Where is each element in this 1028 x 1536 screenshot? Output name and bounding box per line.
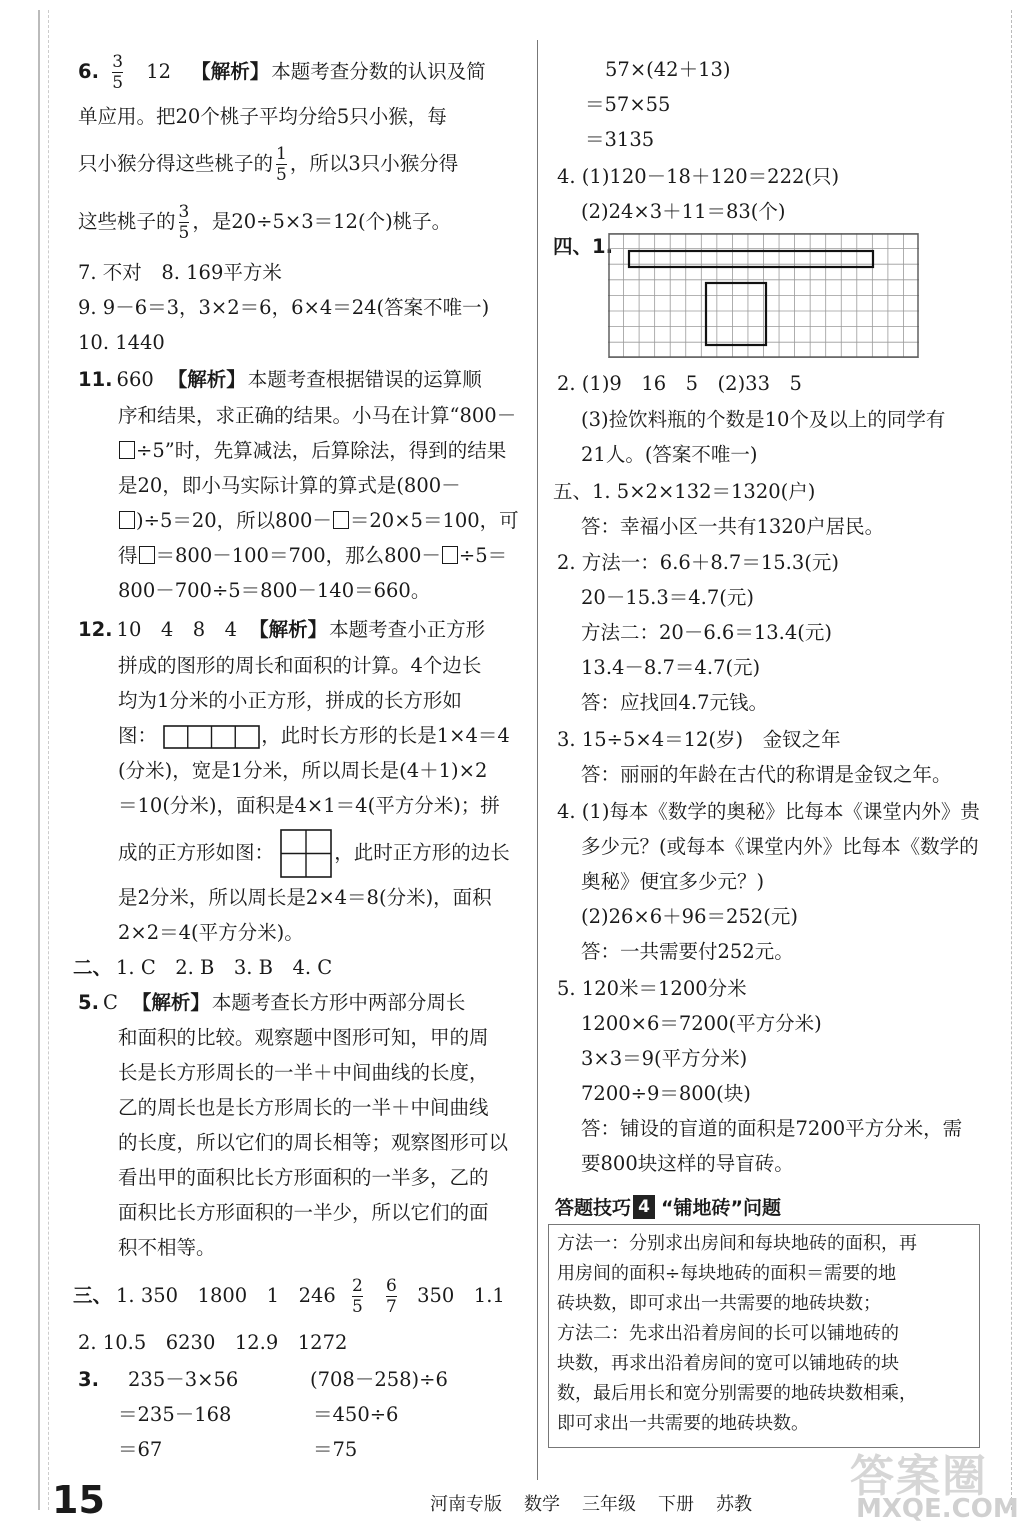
calc2-line1: (708－258)÷6 bbox=[310, 1368, 448, 1391]
q4-part2: (2)24×3＋11＝83(个) bbox=[581, 200, 786, 223]
q11-line7: 800－700÷5＝800－140＝660。 bbox=[118, 579, 431, 602]
square-figure bbox=[280, 829, 334, 879]
s5-q1-line2: 答：幸福小区一共有1320户居民。 bbox=[581, 515, 885, 538]
q11-line1: 11. 660 【解析】 本题考查根据错误的运算顺 bbox=[78, 368, 482, 391]
q5-line6: 看出甲的面积比长方形面积的一半多，乙的 bbox=[118, 1166, 489, 1189]
q12-line4: 图： ，此时长方形的长是1×4＝4 bbox=[118, 722, 510, 750]
q11-line6: 得 ＝800－100＝700，那么800－ ÷5＝ bbox=[118, 544, 508, 567]
s5-q4-line4: (2)26×6＋96＝252(元) bbox=[581, 905, 798, 928]
s5-q4-line2: 多少元？(或每本《课堂内外》比每本《数学的 bbox=[581, 835, 979, 858]
watermark-logo: 答案圈 bbox=[850, 1451, 988, 1502]
page-number: 15 bbox=[52, 1478, 105, 1522]
tip-line: 数，最后用长和宽分别需要的地砖块数相乘， bbox=[557, 1383, 917, 1404]
q5-line8: 积不相等。 bbox=[118, 1236, 216, 1259]
q12-line1: 12. 10 4 8 4 【解析】 本题考查小正方形 bbox=[78, 618, 486, 641]
tip-box bbox=[548, 1224, 980, 1448]
q5-line1: 5. C 【解析】 本题考查长方形中两部分周长 bbox=[78, 991, 466, 1014]
s5-q2-line2: 20－15.3＝4.7(元) bbox=[581, 586, 754, 609]
s5-q5-line2: 1200×6＝7200(平方分米) bbox=[581, 1012, 822, 1035]
s5-q5-line1: 5. 120米＝1200分米 bbox=[557, 977, 747, 1000]
s5-q3-line2: 答：丽丽的年龄在古代的称谓是金钗之年。 bbox=[581, 763, 952, 786]
fraction: $\frac{3}{5}$ bbox=[178, 202, 190, 243]
section4-label: 四、1. bbox=[553, 235, 613, 258]
q12-line2: 拼成的图形的周长和面积的计算。4个边长 bbox=[118, 654, 482, 677]
blank-box bbox=[119, 511, 135, 529]
tip-line: 方法一：分别求出房间和每块地砖的面积，再 bbox=[557, 1233, 917, 1254]
s5-q2-line4: 13.4－8.7＝4.7(元) bbox=[581, 656, 761, 679]
q4-part1: 4. (1)120－18＋120＝222(只) bbox=[557, 165, 840, 188]
page-edge-left bbox=[38, 10, 49, 1510]
s5-q2-line3: 方法二：20－6.6＝13.4(元) bbox=[581, 621, 832, 644]
calc-line3: ＝3135 bbox=[585, 128, 655, 151]
fraction: $\frac{2}{5}$ bbox=[352, 1276, 363, 1317]
tip-line: 用房间的面积÷每块地砖的面积＝需要的地 bbox=[557, 1263, 897, 1284]
q5-line2: 和面积的比较。观察题中图形可知，甲的周 bbox=[118, 1026, 489, 1049]
section2-answers: 二、 1. C 2. B 3. B 4. C bbox=[73, 956, 333, 979]
blank-box bbox=[139, 546, 155, 564]
q11-line3: ÷5”时，先算减法，后算除法，得到的结果 bbox=[118, 437, 506, 465]
calc2-line2: ＝450÷6 bbox=[313, 1403, 399, 1426]
q5-line4: 乙的周长也是长方形周长的一半＋中间曲线 bbox=[118, 1096, 489, 1119]
q6-line3: 只小猴分得这些桃子的 $\frac{1}{5}$ ，所以3只小猴分得 bbox=[78, 144, 459, 185]
calc1-line3: ＝67 bbox=[118, 1438, 163, 1461]
s5-q5-line5: 答：铺设的盲道的面积是7200平方分米，需 bbox=[581, 1117, 963, 1140]
s5-q1-line1: 五、1. 5×2×132＝1320(户) bbox=[553, 480, 816, 503]
calc1-line1: 235－3×56 bbox=[128, 1368, 239, 1391]
calc-line2: ＝57×55 bbox=[585, 93, 671, 116]
s5-q4-line5: 答：一共需要付252元。 bbox=[581, 940, 794, 963]
s5-q3-line1: 3. 15÷5×4＝12(岁) 金钗之年 bbox=[557, 728, 841, 751]
tip-line: 块数，再求出沿着房间的宽可以铺地砖的块 bbox=[557, 1353, 899, 1374]
s5-q2-line1: 2. 方法一：6.6＋8.7＝15.3(元) bbox=[557, 551, 839, 574]
q9: 9. 9－6＝3，3×2＝6，6×4＝24(答案不唯一) bbox=[78, 296, 490, 319]
s5-q5-line4: 7200÷9＝800(块) bbox=[581, 1082, 751, 1105]
q12-line8: 是2分米，所以周长是2×4＝8(分米)，面积 bbox=[118, 886, 492, 909]
q10: 10. 1440 bbox=[78, 331, 165, 354]
section3-q2: 2. 10.5 6230 12.9 1272 bbox=[78, 1331, 348, 1354]
s4-q2-line1: 2. (1)9 16 5 (2)33 5 bbox=[557, 372, 802, 395]
q6-line1: 6. $\frac{3}{5}$ 12 【解析】 本题考查分数的认识及简 bbox=[78, 52, 486, 93]
s4-q2-line2: (3)捡饮料瓶的个数是10个及以上的同学有 bbox=[581, 408, 946, 431]
q11-line5: )÷5＝20，所以800－ ＝20×5＝100，可 bbox=[118, 507, 519, 535]
q5-line5: 的长度，所以它们的周长相等；观察图形可以 bbox=[118, 1131, 509, 1154]
section3-q1: 三、 1. 350 1800 1 246 $\frac{2}{5}$ $\frac{6}{7}$ 350 1.1 bbox=[73, 1276, 505, 1317]
tip-number-badge: 4 bbox=[633, 1195, 655, 1219]
tip-heading: 答题技巧 4 “铺地砖”问题 bbox=[555, 1196, 781, 1219]
blank-box bbox=[333, 511, 349, 529]
q12-line6: ＝10(分米)，面积是4×1＝4(平方分米)；拼 bbox=[118, 794, 500, 817]
tip-line: 砖块数，即可求出一共需要的地砖块数； bbox=[557, 1293, 881, 1314]
s5-q5-line6: 要800块这样的导盲砖。 bbox=[581, 1152, 794, 1175]
footer-info: 河南专版 数学 三年级 下册 苏教 bbox=[430, 1494, 752, 1515]
calc1-line2: ＝235－168 bbox=[118, 1403, 232, 1426]
blank-box bbox=[119, 441, 135, 459]
fraction: $\frac{6}{7}$ bbox=[386, 1276, 397, 1317]
q12-line7: 成的正方形如图： ，此时正方形的边长 bbox=[118, 827, 510, 879]
s5-q2-line5: 答：应找回4.7元钱。 bbox=[581, 691, 769, 714]
rectangle-figure bbox=[163, 724, 261, 750]
q12-line3: 均为1分米的小正方形，拼成的长方形如 bbox=[118, 689, 462, 712]
column-divider bbox=[537, 40, 538, 1480]
calc2-line3: ＝75 bbox=[313, 1438, 358, 1461]
q6-line4: 这些桃子的 $\frac{3}{5}$ ，是20÷5×3＝12(个)桃子。 bbox=[78, 202, 452, 243]
watermark-url: MXQE.COM bbox=[856, 1494, 1019, 1524]
s5-q4-line3: 奥秘》便宜多少元？) bbox=[581, 870, 765, 893]
s5-q4-line1: 4. (1)每本《数学的奥秘》比每本《课堂内外》贵 bbox=[557, 800, 980, 823]
page-edge-right bbox=[1011, 10, 1018, 1510]
q7-q8: 7. 不对 8. 169平方米 bbox=[78, 261, 282, 284]
tip-line: 即可求出一共需要的地砖块数。 bbox=[557, 1413, 809, 1434]
s4-q2-line3: 21人。(答案不唯一) bbox=[581, 443, 758, 466]
q5-line7: 面积比长方形面积的一半少，所以它们的面 bbox=[118, 1201, 489, 1224]
q11-line2: 序和结果，求正确的结果。小马在计算“800－ bbox=[118, 404, 517, 427]
q11-line4: 是20，即小马实际计算的算式是(800－ bbox=[118, 474, 461, 497]
calc-line1: 57×(42＋13) bbox=[605, 58, 731, 81]
q5-line3: 长是长方形周长的一半＋中间曲线的长度， bbox=[118, 1061, 489, 1084]
grid-figure bbox=[608, 233, 919, 358]
blank-box bbox=[442, 546, 458, 564]
q6-line2: 单应用。把20个桃子平均分给5只小猴，每 bbox=[78, 105, 447, 128]
q12-line9: 2×2＝4(平方分米)。 bbox=[118, 921, 304, 944]
s5-q5-line3: 3×3＝9(平方分米) bbox=[581, 1047, 748, 1070]
section3-q3-label: 3. bbox=[78, 1368, 99, 1391]
fraction: $\frac{3}{5}$ bbox=[112, 52, 124, 93]
q12-line5: (分米)，宽是1分米，所以周长是(4＋1)×2 bbox=[118, 759, 488, 782]
tip-line: 方法二：先求出沿着房间的长可以铺地砖的 bbox=[557, 1323, 899, 1344]
fraction: $\frac{1}{5}$ bbox=[276, 144, 287, 185]
